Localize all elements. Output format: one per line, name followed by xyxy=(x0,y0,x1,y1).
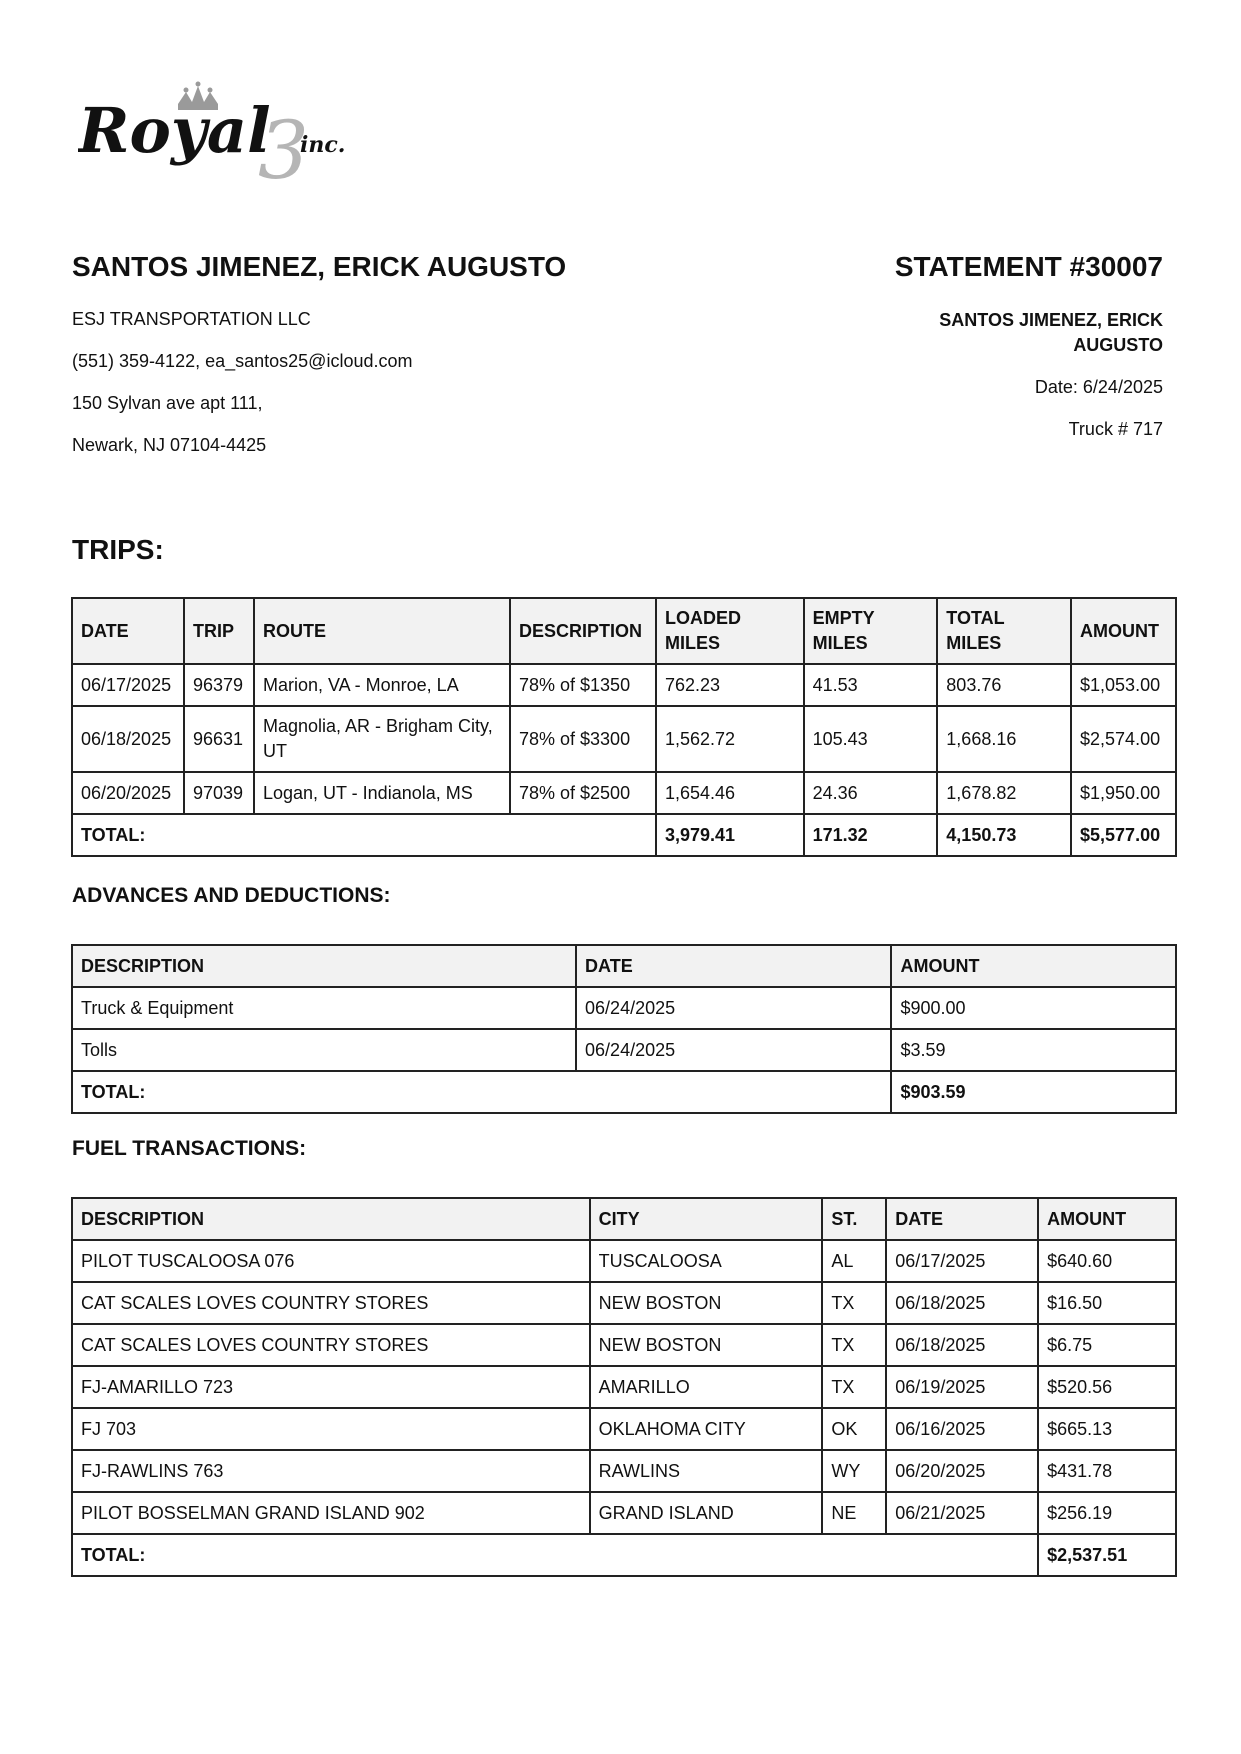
col-header: AMOUNT xyxy=(891,945,1176,987)
table-row xyxy=(72,1408,1176,1450)
advances-table xyxy=(71,944,1177,1114)
advances-heading: ADVANCES AND DEDUCTIONS: xyxy=(72,884,391,907)
col-header: DESCRIPTION xyxy=(72,1198,590,1240)
trips-total-row xyxy=(72,814,1176,856)
cell: 78% of $3300 xyxy=(510,706,656,772)
col-header: ST. xyxy=(822,1198,886,1240)
cell: $665.13 xyxy=(1038,1408,1176,1450)
logo-numeral: 3 xyxy=(258,104,309,190)
cell: 06/20/2025 xyxy=(72,772,184,814)
cell: 762.23 xyxy=(656,664,804,706)
logo-suffix: inc. xyxy=(300,132,346,158)
cell: AMARILLO xyxy=(590,1366,823,1408)
cell: TX xyxy=(822,1324,886,1366)
fuel-heading: FUEL TRANSACTIONS: xyxy=(72,1137,307,1160)
cell: TX xyxy=(822,1282,886,1324)
fuel-total-row xyxy=(72,1534,1176,1576)
cell: 06/17/2025 xyxy=(72,664,184,706)
cell: 1,562.72 xyxy=(656,706,804,772)
driver-name: SANTOS JIMENEZ, ERICK AUGUSTO xyxy=(72,251,567,282)
cell: NE xyxy=(822,1492,886,1534)
col-header: DESCRIPTION xyxy=(72,945,576,987)
table-row xyxy=(72,1492,1176,1534)
cell: PILOT BOSSELMAN GRAND ISLAND 902 xyxy=(72,1492,590,1534)
cell: TUSCALOOSA xyxy=(590,1240,823,1282)
table-row xyxy=(72,664,1176,706)
cell: $1,950.00 xyxy=(1071,772,1176,814)
total-label: TOTAL: xyxy=(72,1071,891,1113)
cell: Magnolia, AR - Brigham City, UT xyxy=(254,706,510,772)
cell: $6.75 xyxy=(1038,1324,1176,1366)
table-row xyxy=(72,1240,1176,1282)
cell: 96379 xyxy=(184,664,254,706)
cell: $256.19 xyxy=(1038,1492,1176,1534)
col-header: DATE xyxy=(576,945,891,987)
table-row xyxy=(72,1450,1176,1492)
advances-total-row xyxy=(72,1071,1176,1113)
cell: 97039 xyxy=(184,772,254,814)
statement-info xyxy=(743,250,1163,439)
col-header: LOADED MILES xyxy=(656,598,804,664)
cell: 1,654.46 xyxy=(656,772,804,814)
col-header: AMOUNT xyxy=(1038,1198,1176,1240)
table-row xyxy=(72,987,1176,1029)
cell: FJ 703 xyxy=(72,1408,590,1450)
total-empty-miles: 171.32 xyxy=(804,814,938,856)
cell: AL xyxy=(822,1240,886,1282)
total-miles: 4,150.73 xyxy=(937,814,1071,856)
cell: Truck & Equipment xyxy=(72,987,576,1029)
cell: $16.50 xyxy=(1038,1282,1176,1324)
cell: FJ-RAWLINS 763 xyxy=(72,1450,590,1492)
cell: $640.60 xyxy=(1038,1240,1176,1282)
statement-date: Date: 6/24/2025 xyxy=(1034,377,1163,397)
total-label: TOTAL: xyxy=(72,1534,1038,1576)
address-line-1: 150 Sylvan ave apt 111, xyxy=(72,393,263,413)
cell: $900.00 xyxy=(891,987,1176,1029)
table-row xyxy=(72,1324,1176,1366)
cell: $520.56 xyxy=(1038,1366,1176,1408)
total-amount: $903.59 xyxy=(891,1071,1176,1113)
advances-header-row xyxy=(72,945,1176,987)
cell: NEW BOSTON xyxy=(590,1324,823,1366)
cell: 78% of $2500 xyxy=(510,772,656,814)
table-row xyxy=(72,1366,1176,1408)
statement-title: STATEMENT #30007 xyxy=(894,251,1163,282)
cell: $2,574.00 xyxy=(1071,706,1176,772)
cell: Tolls xyxy=(72,1029,576,1071)
cell: 24.36 xyxy=(804,772,938,814)
cell: $1,053.00 xyxy=(1071,664,1176,706)
cell: TX xyxy=(822,1366,886,1408)
col-header: DATE xyxy=(886,1198,1038,1240)
table-row xyxy=(72,772,1176,814)
trips-header-row xyxy=(72,598,1176,664)
cell: WY xyxy=(822,1450,886,1492)
fuel-header-row xyxy=(72,1198,1176,1240)
fuel-table xyxy=(71,1197,1177,1577)
total-loaded-miles: 3,979.41 xyxy=(656,814,804,856)
driver-info xyxy=(72,250,692,455)
trips-heading: TRIPS: xyxy=(72,534,164,565)
cell: 803.76 xyxy=(937,664,1071,706)
cell: Marion, VA - Monroe, LA xyxy=(254,664,510,706)
cell: FJ-AMARILLO 723 xyxy=(72,1366,590,1408)
cell: 96631 xyxy=(184,706,254,772)
cell: OK xyxy=(822,1408,886,1450)
cell: PILOT TUSCALOOSA 076 xyxy=(72,1240,590,1282)
cell: 06/20/2025 xyxy=(886,1450,1038,1492)
total-amount: $2,537.51 xyxy=(1038,1534,1176,1576)
col-header: DATE xyxy=(72,598,184,664)
cell: 06/24/2025 xyxy=(576,987,891,1029)
cell: $3.59 xyxy=(891,1029,1176,1071)
cell: 06/21/2025 xyxy=(886,1492,1038,1534)
cell: 06/18/2025 xyxy=(72,706,184,772)
cell: NEW BOSTON xyxy=(590,1282,823,1324)
cell: 06/18/2025 xyxy=(886,1324,1038,1366)
company-name: ESJ TRANSPORTATION LLC xyxy=(72,309,311,329)
col-header: ROUTE xyxy=(254,598,510,664)
cell: 78% of $1350 xyxy=(510,664,656,706)
table-row xyxy=(72,1282,1176,1324)
truck-number: Truck # 717 xyxy=(1068,419,1163,439)
contact-info: (551) 359-4122, ea_santos25@icloud.com xyxy=(72,351,413,371)
table-row xyxy=(72,706,1176,772)
total-label: TOTAL: xyxy=(72,814,656,856)
table-row xyxy=(72,1029,1176,1071)
cell: 06/19/2025 xyxy=(886,1366,1038,1408)
col-header: EMPTY MILES xyxy=(804,598,938,664)
cell: 06/16/2025 xyxy=(886,1408,1038,1450)
col-header: TRIP xyxy=(184,598,254,664)
col-header: CITY xyxy=(590,1198,823,1240)
total-amount: $5,577.00 xyxy=(1071,814,1176,856)
cell: 105.43 xyxy=(804,706,938,772)
cell: 06/18/2025 xyxy=(886,1282,1038,1324)
cell: Logan, UT - Indianola, MS xyxy=(254,772,510,814)
cell: 1,678.82 xyxy=(937,772,1071,814)
logo-wordmark: Royal xyxy=(78,94,271,167)
col-header: DESCRIPTION xyxy=(510,598,656,664)
statement-driver-name: SANTOS JIMENEZ, ERICK AUGUSTO xyxy=(939,310,1163,355)
address-line-2: Newark, NJ 07104-4425 xyxy=(72,435,267,455)
cell: GRAND ISLAND xyxy=(590,1492,823,1534)
cell: CAT SCALES LOVES COUNTRY STORES xyxy=(72,1324,590,1366)
cell: $431.78 xyxy=(1038,1450,1176,1492)
trips-table xyxy=(71,597,1177,857)
col-header: TOTAL MILES xyxy=(937,598,1071,664)
cell: 06/17/2025 xyxy=(886,1240,1038,1282)
col-header: AMOUNT xyxy=(1071,598,1176,664)
cell: RAWLINS xyxy=(590,1450,823,1492)
cell: 41.53 xyxy=(804,664,938,706)
company-logo xyxy=(78,80,378,190)
cell: OKLAHOMA CITY xyxy=(590,1408,823,1450)
cell: CAT SCALES LOVES COUNTRY STORES xyxy=(72,1282,590,1324)
cell: 06/24/2025 xyxy=(576,1029,891,1071)
cell: 1,668.16 xyxy=(937,706,1071,772)
